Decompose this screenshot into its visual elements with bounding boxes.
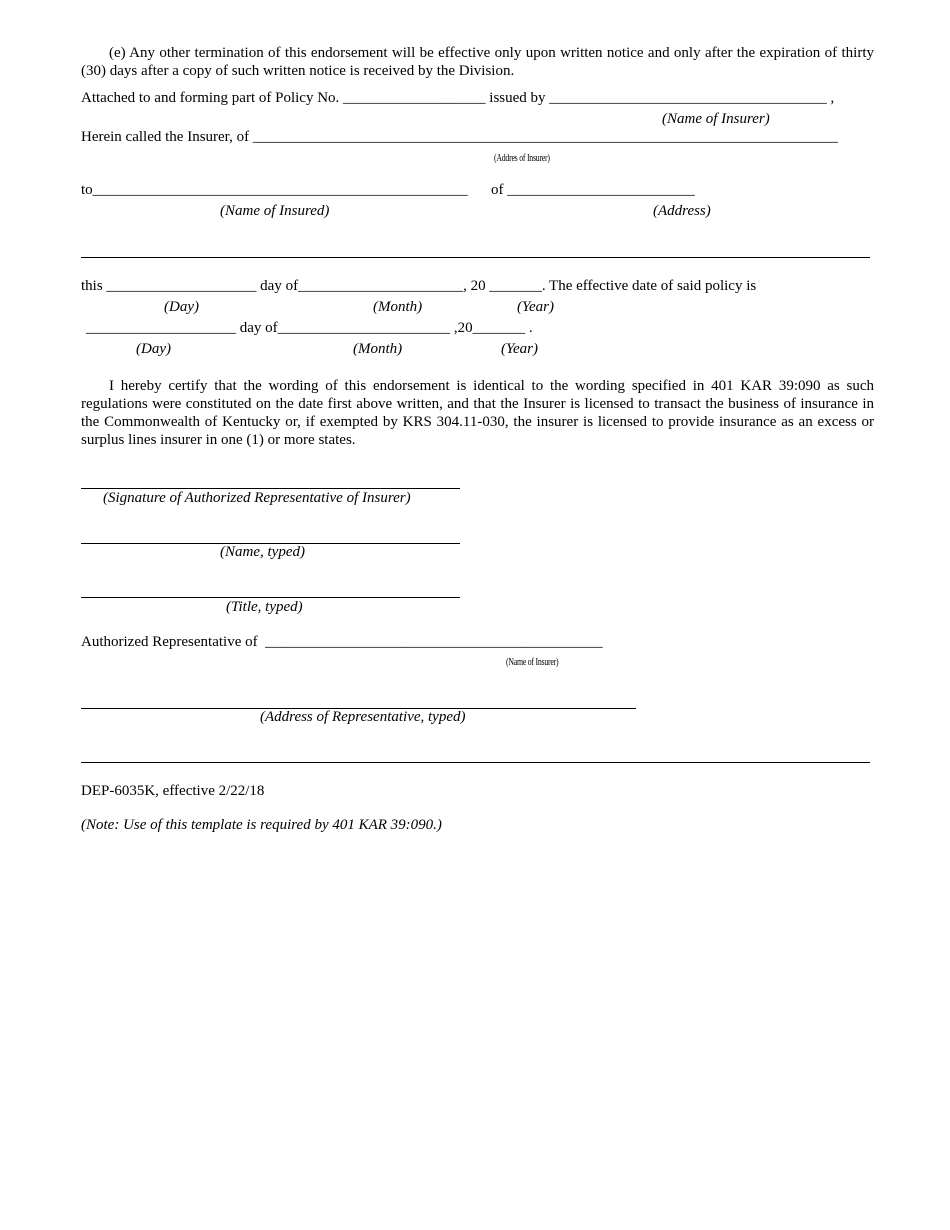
date-line-1: this ____________________ day of______________________, 20 _______. The effective date of said policy is: [81, 278, 757, 294]
year-caption-2: (Year): [501, 341, 538, 357]
name-typed-caption: (Name, typed): [220, 544, 305, 560]
policy-line: Attached to and forming part of Policy No. ___________________ issued by _____________________________________ ,: [81, 90, 835, 106]
year-caption-1: (Year): [517, 299, 554, 315]
rep-insurer-caption: (Name of Insurer): [506, 657, 559, 668]
bottom-divider: [81, 762, 870, 763]
name-of-insurer-caption: (Name of Insurer): [662, 111, 770, 127]
signature-caption: (Signature of Authorized Representative of Insurer): [103, 490, 411, 506]
day-caption-2: (Day): [136, 341, 171, 357]
month-caption-1: (Month): [373, 299, 423, 315]
day-caption-1: (Day): [164, 299, 199, 315]
address-caption: (Address): [653, 203, 711, 219]
insured-line: to__________________________________________________: [81, 182, 468, 198]
divider: [81, 257, 870, 258]
certification-paragraph: I hereby certify that the wording of this endorsement is identical to the wording specified in 401 KAR 39:090 as such regulations were constituted on the date first above written, and that the Insurer is licensed to transact the business of insurance in the Commonwealth of Kentucky or, if exempted by KRS 304.11-030, the insurer is licensed to provide insurance as an excess or surplus lines insurer in one (1) or more states.: [81, 378, 874, 448]
authorized-rep-line: Authorized Representative of _____________________________________________: [81, 634, 603, 650]
name-of-insured-caption: (Name of Insured): [220, 203, 330, 219]
rep-address-caption: (Address of Representative, typed): [260, 709, 466, 725]
insured-address-line: of _________________________: [491, 182, 695, 198]
title-typed-caption: (Title, typed): [226, 599, 303, 615]
address-of-insurer-caption: (Addres of Insurer): [494, 153, 550, 164]
form-id: DEP-6035K, effective 2/22/18: [81, 783, 265, 799]
template-note: (Note: Use of this template is required by 401 KAR 39:090.): [81, 817, 442, 833]
termination-paragraph: (e) Any other termination of this endorsement will be effective only upon written notice and only after the expiration of thirty (30) days after a copy of such written notice is received by the Division.: [81, 45, 874, 79]
herein-line: Herein called the Insurer, of ______________________________________________________________________________: [81, 129, 838, 145]
month-caption-2: (Month): [353, 341, 403, 357]
date-line-2: ____________________ day of_______________________ ,20_______ .: [86, 320, 533, 336]
